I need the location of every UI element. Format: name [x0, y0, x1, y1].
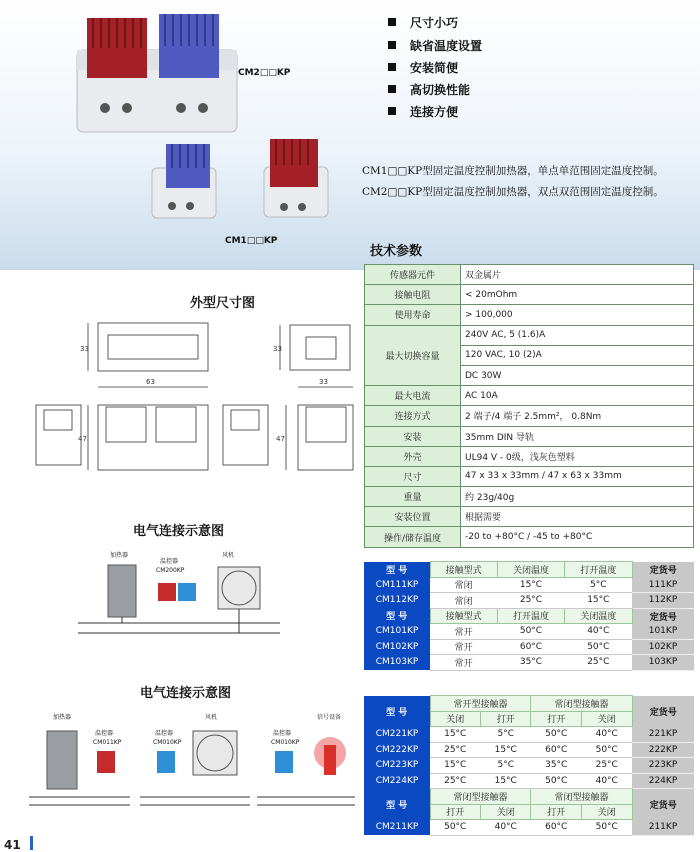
- order-cell: 211KP: [632, 820, 694, 836]
- wiring2-title: 电气连接示意图: [140, 686, 232, 701]
- model-cell: CM224KP: [364, 773, 430, 789]
- table-cell: 常开: [430, 624, 497, 640]
- controller3-label: 温控器: [273, 730, 292, 737]
- order-cell: 224KP: [632, 773, 694, 789]
- model-cell: CM102KP: [364, 639, 430, 655]
- model-cell: CM103KP: [364, 655, 430, 671]
- description-cm2: CM2□□KP型固定温度控制加热器，双点双范围固定温度控制。: [362, 186, 664, 198]
- feature-item: 尺寸小巧: [388, 14, 458, 31]
- wiring1-title: 电气连接示意图: [133, 524, 225, 539]
- controller1-label: 温控器: [95, 730, 114, 737]
- header-cell: 型 号: [364, 789, 430, 820]
- header-cell: 关闭温度: [565, 608, 632, 624]
- model-cell: CM222KP: [364, 742, 430, 758]
- feature-item: 安装简便: [388, 59, 458, 76]
- table-cell: 常闭: [430, 593, 497, 609]
- bullet-square-icon: [388, 18, 396, 26]
- dim-63: 63: [146, 378, 155, 386]
- wiring-diagram-2: [25, 705, 360, 815]
- table-cell: 50°C: [565, 639, 632, 655]
- cm2-product-image: [75, 10, 240, 135]
- spec-value: AC 10A: [461, 386, 694, 406]
- table-cell: 60°C: [497, 639, 564, 655]
- order-cell: 222KP: [632, 742, 694, 758]
- cm1-red-product-image: [262, 135, 332, 220]
- header-cell: 关闭: [581, 804, 632, 820]
- dim-47-right: 47: [276, 435, 285, 443]
- table-cell: 60°C: [531, 820, 581, 836]
- header-cell: 打开: [480, 711, 531, 727]
- feature-item: 连接方便: [388, 103, 458, 120]
- spec-value: 120 VAC, 10 (2)A: [461, 345, 694, 365]
- order-cell: 103KP: [632, 655, 694, 671]
- header-cell: 常闭型接触器: [430, 789, 531, 805]
- table-cell: 50°C: [581, 820, 632, 836]
- spec-key: 安装位置: [365, 507, 461, 527]
- spec-value: 240V AC, 5 (1.6)A: [461, 325, 694, 345]
- table-cell: 50°C: [497, 624, 564, 640]
- header-cell: 常开型接触器: [430, 696, 531, 712]
- table-cell: 15°C: [565, 593, 632, 609]
- header-cell: 打开: [430, 804, 480, 820]
- bullet-square-icon: [388, 107, 396, 115]
- model-cell: CM223KP: [364, 758, 430, 774]
- header-cell: 关闭: [581, 711, 632, 727]
- table-cell: 常开: [430, 655, 497, 671]
- heater-label-2: 加热器: [53, 714, 72, 721]
- table-cell: 15°C: [430, 758, 480, 774]
- header-cell: 常闭型接触器: [531, 789, 632, 805]
- spec-value: 根据需要: [461, 507, 694, 527]
- table-cell: 25°C: [430, 773, 480, 789]
- wiring-diagram-1: [70, 545, 300, 645]
- model-cell: CM111KP: [364, 577, 430, 593]
- order-cell: 111KP: [632, 577, 694, 593]
- header-cell: 定货号: [632, 696, 694, 727]
- table-cell: 15°C: [480, 742, 531, 758]
- table-cell: 5°C: [480, 727, 531, 743]
- controller-label: 温控器: [160, 558, 179, 565]
- spec-value: UL94 V - 0级，浅灰色塑料: [461, 446, 694, 466]
- spec-key: 最大切换容量: [365, 325, 461, 386]
- cm2-label: CM2□□KP: [238, 68, 291, 78]
- header-cell: 型 号: [364, 696, 430, 727]
- model-cell: CM112KP: [364, 593, 430, 609]
- table-cell: 常闭: [430, 577, 497, 593]
- dim-33-left: 33: [80, 345, 89, 353]
- header-cell: 打开: [531, 711, 581, 727]
- table-cell: 50°C: [531, 773, 581, 789]
- table-cell: 35°C: [497, 655, 564, 671]
- order-cell: 112KP: [632, 593, 694, 609]
- spec-value: 35mm DIN 导轨: [461, 426, 694, 446]
- controller-model: CM200KP: [156, 567, 185, 574]
- bullet-square-icon: [388, 63, 396, 71]
- spec-title: 技术参数: [370, 244, 423, 259]
- dim-33-right: 33: [273, 345, 282, 353]
- controller2-model: CM010KP: [153, 739, 182, 746]
- spec-value: > 100,000: [461, 305, 694, 325]
- product-table-single: [364, 561, 694, 671]
- spec-key: 连接方式: [365, 406, 461, 426]
- header-cell: 接触型式: [430, 608, 497, 624]
- spec-value: 约 23g/40g: [461, 487, 694, 507]
- page-number-accent: [30, 836, 33, 850]
- table-cell: 50°C: [430, 820, 480, 836]
- order-cell: 102KP: [632, 639, 694, 655]
- header-cell: 定货号: [632, 608, 694, 624]
- spec-value: 47 x 33 x 33mm / 47 x 63 x 33mm: [461, 466, 694, 486]
- table-cell: 25°C: [565, 655, 632, 671]
- table-cell: 15°C: [430, 727, 480, 743]
- header-cell: 关闭温度: [497, 562, 564, 578]
- controller2-label: 温控器: [155, 730, 174, 737]
- cm1-blue-product-image: [150, 140, 220, 220]
- spec-key: 操作/储存温度: [365, 527, 461, 547]
- spec-value: < 20mOhm: [461, 285, 694, 305]
- controller3-model: CM010KP: [271, 739, 300, 746]
- dim-47-left: 47: [78, 435, 87, 443]
- spec-value: DC 30W: [461, 365, 694, 385]
- header-cell: 型 号: [364, 562, 430, 578]
- table-cell: 15°C: [480, 773, 531, 789]
- product-table-dual: [364, 695, 694, 836]
- dim-33-width: 33: [319, 378, 328, 386]
- feature-item: 缺省温度设置: [388, 37, 482, 54]
- cm1-label: CM1□□KP: [225, 236, 278, 246]
- spec-value: 2 端子/4 端子 2.5mm²， 0.8Nm: [461, 406, 694, 426]
- table-cell: 15°C: [497, 577, 564, 593]
- table-cell: 40°C: [480, 820, 531, 836]
- header-cell: 打开: [531, 804, 581, 820]
- order-cell: 101KP: [632, 624, 694, 640]
- header-cell: 打开温度: [565, 562, 632, 578]
- signal-device-label: 信号设备: [317, 714, 342, 721]
- description-cm1: CM1□□KP型固定温度控制加热器，单点单范围固定温度控制。: [362, 165, 664, 177]
- model-cell: CM101KP: [364, 624, 430, 640]
- model-cell: CM221KP: [364, 727, 430, 743]
- order-cell: 223KP: [632, 758, 694, 774]
- header-cell: 定货号: [632, 562, 694, 578]
- spec-key: 安装: [365, 426, 461, 446]
- feature-item: 高切换性能: [388, 81, 470, 98]
- header-cell: 定货号: [632, 789, 694, 820]
- header-cell: 打开温度: [497, 608, 564, 624]
- table-cell: 25°C: [581, 758, 632, 774]
- bullet-square-icon: [388, 85, 396, 93]
- table-cell: 5°C: [480, 758, 531, 774]
- spec-key: 接触电阻: [365, 285, 461, 305]
- table-cell: 常开: [430, 639, 497, 655]
- table-cell: 50°C: [531, 727, 581, 743]
- table-cell: 40°C: [565, 624, 632, 640]
- dims-title: 外型尺寸图: [190, 296, 256, 311]
- header-cell: 常闭型接触器: [531, 696, 632, 712]
- spec-value: -20 to +80°C / -45 to +80°C: [461, 527, 694, 547]
- header-cell: 关闭: [480, 804, 531, 820]
- spec-table: [364, 264, 694, 548]
- spec-key: 尺寸: [365, 466, 461, 486]
- bullet-square-icon: [388, 41, 396, 49]
- table-cell: 25°C: [497, 593, 564, 609]
- table-cell: 40°C: [581, 773, 632, 789]
- header-cell: 接触型式: [430, 562, 497, 578]
- heater-label: 加热器: [110, 552, 129, 559]
- spec-key: 外壳: [365, 446, 461, 466]
- page-number: 41: [4, 838, 21, 852]
- spec-value: 双金属片: [461, 265, 694, 285]
- table-cell: 40°C: [581, 727, 632, 743]
- spec-key: 传感器元件: [365, 265, 461, 285]
- controller1-model: CM011KP: [93, 739, 122, 746]
- order-cell: 221KP: [632, 727, 694, 743]
- table-cell: 50°C: [581, 742, 632, 758]
- fan-label: 风机: [222, 552, 235, 559]
- header-cell: 型 号: [364, 608, 430, 624]
- table-cell: 5°C: [565, 577, 632, 593]
- spec-key: 最大电流: [365, 386, 461, 406]
- spec-key: 使用寿命: [365, 305, 461, 325]
- table-cell: 25°C: [430, 742, 480, 758]
- model-cell: CM211KP: [364, 820, 430, 836]
- table-cell: 60°C: [531, 742, 581, 758]
- dimension-drawing: [28, 315, 358, 490]
- header-cell: 关闭: [430, 711, 480, 727]
- spec-key: 重量: [365, 487, 461, 507]
- fan-label-2: 风机: [205, 714, 218, 721]
- table-cell: 35°C: [531, 758, 581, 774]
